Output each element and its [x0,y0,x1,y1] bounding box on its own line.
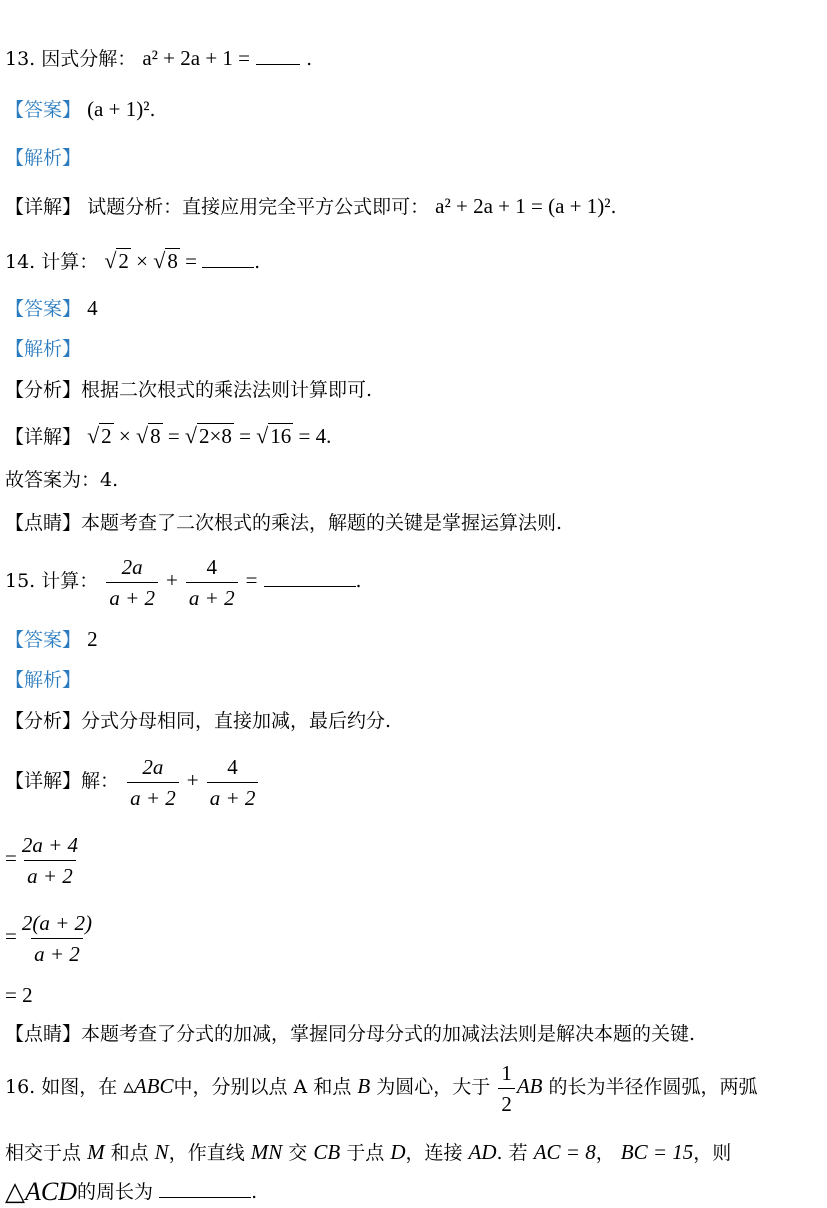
q13-answer-tag: 【答案】 [5,99,82,121]
q15-step2: = $\frac{2(a + 2)}{a + 2}$ [5,910,93,966]
q14-result: = 4 [298,424,327,448]
q15-answer-tag: 【答案】 [5,629,82,651]
q13-analysis-tag: 【解析】 [5,147,82,169]
q13-prompt-line [5,44,312,73]
q14-eq: = [185,249,197,273]
q15-prompt-line: 15. 计算： $\frac{2a}{a + 2}$ + $\frac{4}{a + 2}$ = . [5,554,362,610]
q14-answer: 4 [87,296,98,320]
sqrt-icon: √ [87,423,100,448]
q13-end: . [306,48,313,70]
q15-fenxi-line [5,707,391,735]
q14-end: . [254,251,261,273]
q16-line-3: △ACD的周长为 . [5,1177,258,1206]
q15-fraction-2: $\frac{4}{a + 2}$ [186,555,238,610]
q14-blank [202,251,254,268]
q14-detail-line: 【详解】 √2 × √8 = √2×8 = √16 = 4. [5,423,332,448]
q13-detail-text: 试题分析：直接应用完全平方公式即可： [87,196,430,218]
q16-half: $\frac{1}{2}$ [498,1061,515,1116]
q14-r2x8: 2×8 [198,424,232,448]
q13-expr: a² + 2a + 1 = [142,46,251,70]
q15-step1: = $\frac{2a + 4}{a + 2}$ [5,832,79,888]
q13-analysis-line [5,144,81,172]
sqrt-icon: √ [104,248,117,273]
q13-detail-line: 【详解】 试题分析：直接应用完全平方公式即可： a² + 2a + 1 = (a + 1)². [5,194,617,218]
q15-analysis-line [5,666,81,694]
q15-fenxi-tag: 【分析】 [5,710,82,732]
q14-analysis-tag: 【解析】 [5,338,82,360]
q16-triangle-abc: ▵ABC [123,1074,174,1098]
sqrt-icon: √ [135,423,149,448]
q14-times: × [136,249,148,273]
q15-prompt: 15. 计算： [5,570,99,592]
q14-fenxi-line [5,376,372,404]
q13-prompt: 13. 因式分解： [5,48,137,70]
q14-answer-tag: 【答案】 [5,298,82,320]
q13-detail-math: a² + 2a + 1 = (a + 1)² [435,194,611,218]
q14-r16: 16 [270,424,292,448]
q15-fraction-1: $\frac{2a}{a + 2}$ [106,555,158,610]
q15-blank [264,570,356,587]
sqrt-icon: √ [153,248,166,273]
q14-dianjing-text: 本题考查了二次根式的乘法，解题的关键是掌握运算法则. [81,512,563,534]
q15-answer: 2 [87,627,98,651]
q15-dianjing-line [5,1020,695,1048]
q14-detail-tag: 【详解】 [5,426,82,448]
q14-dianjing-tag: 【点睛】 [5,512,82,534]
q13-blank [256,48,300,65]
q16-line-1: 16. 如图，在 ▵ABC中，分别以点 A 和点 B 为圆心，大于 $\frac{1}{2}$ AB 的长为半径作圆弧，两弧 [5,1060,758,1116]
q15-detail-tag: 【详解】 [5,770,82,792]
q15-dianjing-tag: 【点睛】 [5,1023,82,1045]
q14-conclusion: 故答案为：4. [5,469,119,491]
q16-blank [159,1181,251,1198]
q13-answer: (a + 1)² [87,97,150,121]
q14-analysis-line [5,335,81,363]
q14-prompt: 14. 计算： [5,251,99,273]
q14-fenxi-text: 根据二次根式的乘法法则计算即可. [81,379,373,401]
q14-fenxi-tag: 【分析】 [5,379,82,401]
q15-detail-line: 【详解】解： $\frac{2a}{a + 2}$ + $\frac{4}{a + 2}$ [5,750,260,811]
q13-answer-line: 【答案】 (a + 1)². [5,97,156,121]
q15-analysis-tag: 【解析】 [5,669,82,691]
q16-triangle-acd: △ACD [5,1177,77,1206]
q14-r8: 8 [167,249,178,273]
q14-dianjing-line [5,509,562,537]
q15-answer-line [5,625,98,654]
sqrt-icon: √ [184,423,197,448]
q15-step3: = 2 [5,983,33,1007]
q14-r2: 2 [118,249,129,273]
q15-dianjing-text: 本题考查了分式的加减，掌握同分母分式的加减法法则是解决本题的关键. [81,1023,696,1045]
q14-prompt-line [5,247,260,276]
q14-answer-line [5,294,98,323]
sqrt-icon: √ [256,423,269,448]
q16-line-2: 相交于点 M 和点 N，作直线 MN 交 CB 于点 D，连接 AD. 若 AC = 8， BC = 15，则 [5,1140,732,1164]
q15-fenxi-text: 分式分母相同，直接加减，最后约分. [81,710,392,732]
q13-detail-tag: 【详解】 [5,196,82,218]
